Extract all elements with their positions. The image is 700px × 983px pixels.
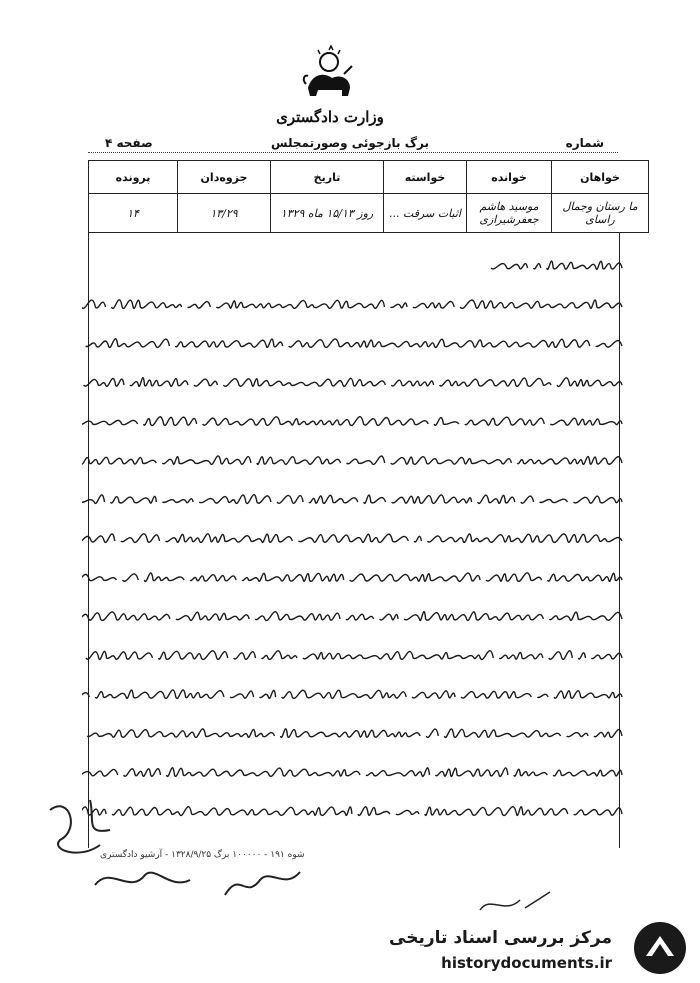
page-number: صفحه ۴	[105, 136, 153, 150]
table-row	[89, 194, 649, 233]
handwritten-line	[82, 285, 630, 324]
column-header: پرونده	[89, 161, 178, 194]
handwritten-line	[82, 558, 630, 597]
date-cell: روز ۱۵/۱۳ ماه ۱۳۲۹	[271, 194, 384, 233]
handwritten-line	[82, 675, 630, 714]
history-documents-logo-icon	[632, 920, 688, 976]
handwritten-line	[82, 714, 630, 753]
handwritten-line	[82, 363, 630, 402]
form-print-number: شوه ۱۹۱ - ۱۰۰۰۰۰ برگ ۱۳۲۸/۹/۲۵ - آرشیو دادگستری	[100, 850, 305, 860]
folder-cell: ۱۳/۲۹	[178, 194, 271, 233]
lion-and-sun-emblem-icon	[298, 44, 360, 106]
handwritten-line	[82, 402, 630, 441]
column-header: خواهان	[552, 161, 649, 194]
handwritten-line	[82, 441, 630, 480]
handwritten-line	[82, 636, 630, 675]
handwritten-line	[82, 597, 630, 636]
defendant-cell: موسید هاشم جعفرشیرازی	[467, 194, 552, 233]
plaintiff-cell: ما رستان وجمال راسای	[552, 194, 649, 233]
handwritten-line	[82, 246, 630, 285]
case-info-table	[88, 160, 649, 233]
signature-date-mark-icon	[470, 880, 560, 920]
case-number-cell: ۱۴	[89, 194, 178, 233]
handwritten-line	[82, 792, 630, 831]
column-header: تاریخ	[271, 161, 384, 194]
column-header: خواسته	[384, 161, 467, 194]
table-header-row	[89, 161, 649, 194]
handwritten-statement	[82, 246, 630, 831]
ministry-title: وزارت دادگستری	[276, 108, 384, 126]
signature-mark-bottom-left-icon	[90, 860, 200, 900]
number-label: شماره	[565, 136, 604, 150]
handwritten-line	[82, 753, 630, 792]
handwritten-line	[82, 480, 630, 519]
header-divider	[88, 152, 618, 153]
watermark-name: مرکز بررسی اسناد تاریخی	[389, 928, 612, 948]
form-title: برگ بازجوئی وصورتمجلس	[271, 136, 429, 150]
column-header: جزوه‌دان	[178, 161, 271, 194]
handwritten-line	[82, 324, 630, 363]
signature-mark-left-icon	[40, 790, 130, 870]
handwritten-line	[82, 519, 630, 558]
watermark-url: historydocuments.ir	[441, 954, 612, 972]
signature-mark-center-icon	[215, 860, 305, 905]
claim-cell: اثبات سرقت ...	[384, 194, 467, 233]
column-header: خوانده	[467, 161, 552, 194]
